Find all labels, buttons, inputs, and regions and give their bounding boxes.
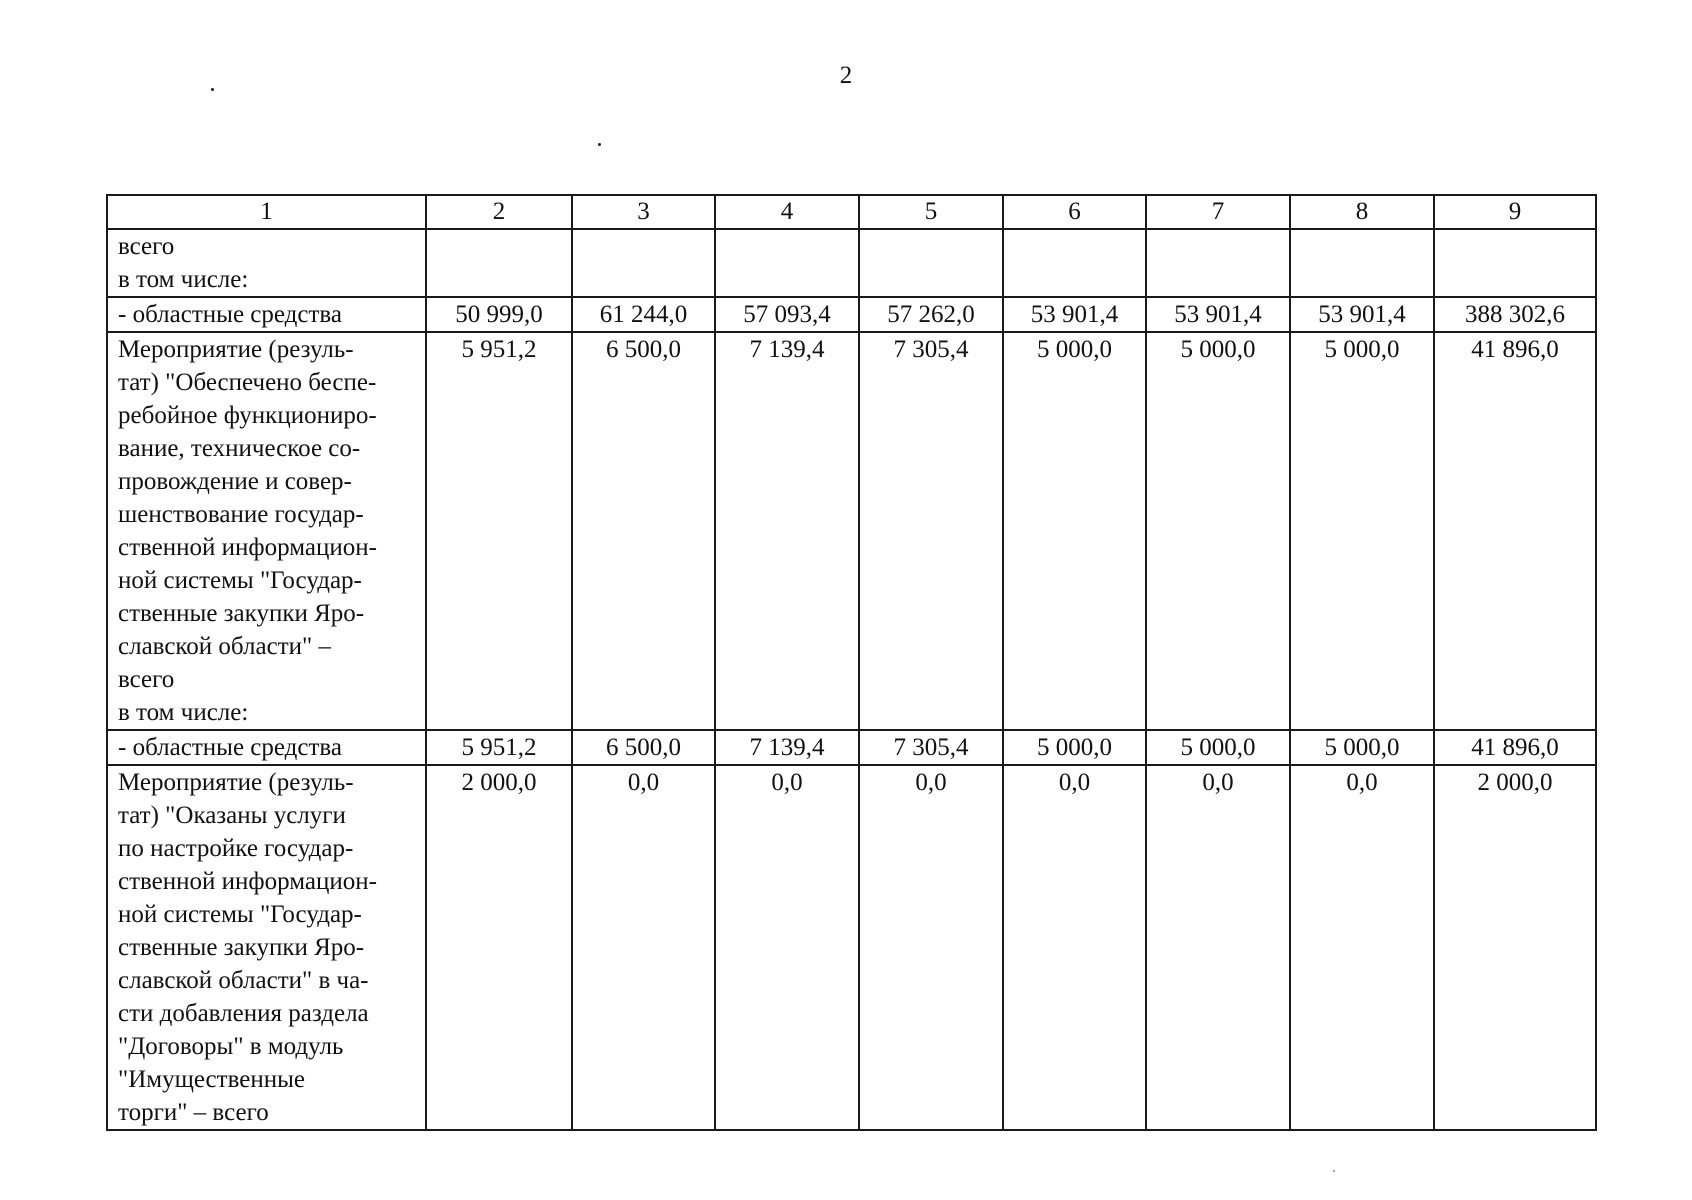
value-cell: 0,0	[1003, 765, 1146, 1130]
scan-speck	[211, 88, 214, 91]
value-cell: 2 000,0	[426, 765, 572, 1130]
row-name-line: сти добавления раздела	[118, 1000, 369, 1027]
column-header: 4	[715, 195, 859, 229]
value-cell: 5 000,0	[1003, 332, 1146, 730]
column-header: 5	[859, 195, 1003, 229]
value-cell	[1146, 229, 1290, 297]
value-cell: 0,0	[1146, 765, 1290, 1130]
column-header: 7	[1146, 195, 1290, 229]
row-name-line: шенствование государ-	[118, 501, 364, 528]
table-row	[107, 730, 1596, 765]
table-row	[107, 332, 1596, 730]
value-cell: 41 896,0	[1434, 730, 1596, 765]
value-cell: 50 999,0	[426, 297, 572, 332]
value-cell: 0,0	[1290, 765, 1434, 1130]
row-name-line: ственной информацион-	[118, 534, 377, 561]
row-name-line: провождение и совер-	[118, 468, 352, 495]
value-cell	[572, 229, 715, 297]
value-cell: 0,0	[572, 765, 715, 1130]
scan-speck	[1333, 1170, 1335, 1172]
value-cell: 57 262,0	[859, 297, 1003, 332]
value-cell	[426, 229, 572, 297]
column-header: 6	[1003, 195, 1146, 229]
row-name-line: "Договоры" в модуль	[118, 1033, 344, 1060]
table-row	[107, 765, 1596, 1130]
value-cell	[1434, 229, 1596, 297]
value-cell: 7 139,4	[715, 332, 859, 730]
row-name-line: "Имущественные	[118, 1066, 305, 1093]
value-cell	[1290, 229, 1434, 297]
value-cell: 61 244,0	[572, 297, 715, 332]
row-name-cell	[107, 730, 426, 765]
value-cell: 7 305,4	[859, 332, 1003, 730]
value-cell: 7 305,4	[859, 730, 1003, 765]
value-cell: 53 901,4	[1146, 297, 1290, 332]
row-name-line: тат) "Оказаны услуги	[118, 802, 346, 829]
row-name-line: ной системы "Государ-	[118, 567, 362, 594]
row-name-line: всего	[118, 666, 175, 693]
value-cell: 7 139,4	[715, 730, 859, 765]
value-cell: 6 500,0	[572, 730, 715, 765]
row-name-cell	[107, 765, 426, 1130]
row-name-line: ственные закупки Яро-	[118, 934, 365, 961]
value-cell: 57 093,4	[715, 297, 859, 332]
value-cell: 53 901,4	[1003, 297, 1146, 332]
column-header: 3	[572, 195, 715, 229]
value-cell: 5 000,0	[1146, 332, 1290, 730]
row-name-line: ственной информацион-	[118, 868, 377, 895]
value-cell: 5 951,2	[426, 730, 572, 765]
value-cell: 53 901,4	[1290, 297, 1434, 332]
row-name-cell	[107, 297, 426, 332]
column-header: 1	[107, 195, 426, 229]
row-name-line: тат) "Обеспечено беспе-	[118, 369, 377, 396]
row-name-line: ной системы "Государ-	[118, 901, 362, 928]
page-number: 2	[839, 62, 853, 89]
value-cell	[859, 229, 1003, 297]
column-header: 8	[1290, 195, 1434, 229]
row-name-line: по настройке государ-	[118, 835, 354, 862]
row-name-line: - областные средства	[118, 301, 342, 328]
value-cell: 6 500,0	[572, 332, 715, 730]
value-cell: 0,0	[859, 765, 1003, 1130]
row-name-line: - областные средства	[118, 734, 342, 761]
value-cell: 0,0	[715, 765, 859, 1130]
value-cell	[715, 229, 859, 297]
column-header: 2	[426, 195, 572, 229]
table-row	[107, 297, 1596, 332]
row-name-line: торги" – всего	[118, 1099, 269, 1126]
column-header: 9	[1434, 195, 1596, 229]
row-name-line: Мероприятие (резуль-	[118, 336, 354, 363]
value-cell: 5 951,2	[426, 332, 572, 730]
value-cell: 41 896,0	[1434, 332, 1596, 730]
row-name-line: ребойное функциониро-	[118, 402, 377, 429]
row-name-line: славской области" –	[118, 633, 331, 660]
row-name-line: в том числе:	[118, 266, 249, 293]
table-row	[107, 229, 1596, 297]
scan-speck	[598, 143, 601, 146]
value-cell: 388 302,6	[1434, 297, 1596, 332]
row-name-line: всего	[118, 233, 175, 260]
row-name-cell	[107, 332, 426, 730]
value-cell: 5 000,0	[1290, 332, 1434, 730]
column-number-row	[107, 195, 1596, 229]
value-cell: 5 000,0	[1003, 730, 1146, 765]
value-cell	[1003, 229, 1146, 297]
row-name-line: славской области" в ча-	[118, 967, 369, 994]
row-name-line: Мероприятие (резуль-	[118, 769, 354, 796]
value-cell: 5 000,0	[1146, 730, 1290, 765]
row-name-line: в том числе:	[118, 699, 249, 726]
value-cell: 2 000,0	[1434, 765, 1596, 1130]
row-name-cell	[107, 229, 426, 297]
row-name-line: ственные закупки Яро-	[118, 600, 365, 627]
value-cell: 5 000,0	[1290, 730, 1434, 765]
budget-table	[106, 194, 1597, 1131]
row-name-line: вание, техническое со-	[118, 435, 361, 462]
